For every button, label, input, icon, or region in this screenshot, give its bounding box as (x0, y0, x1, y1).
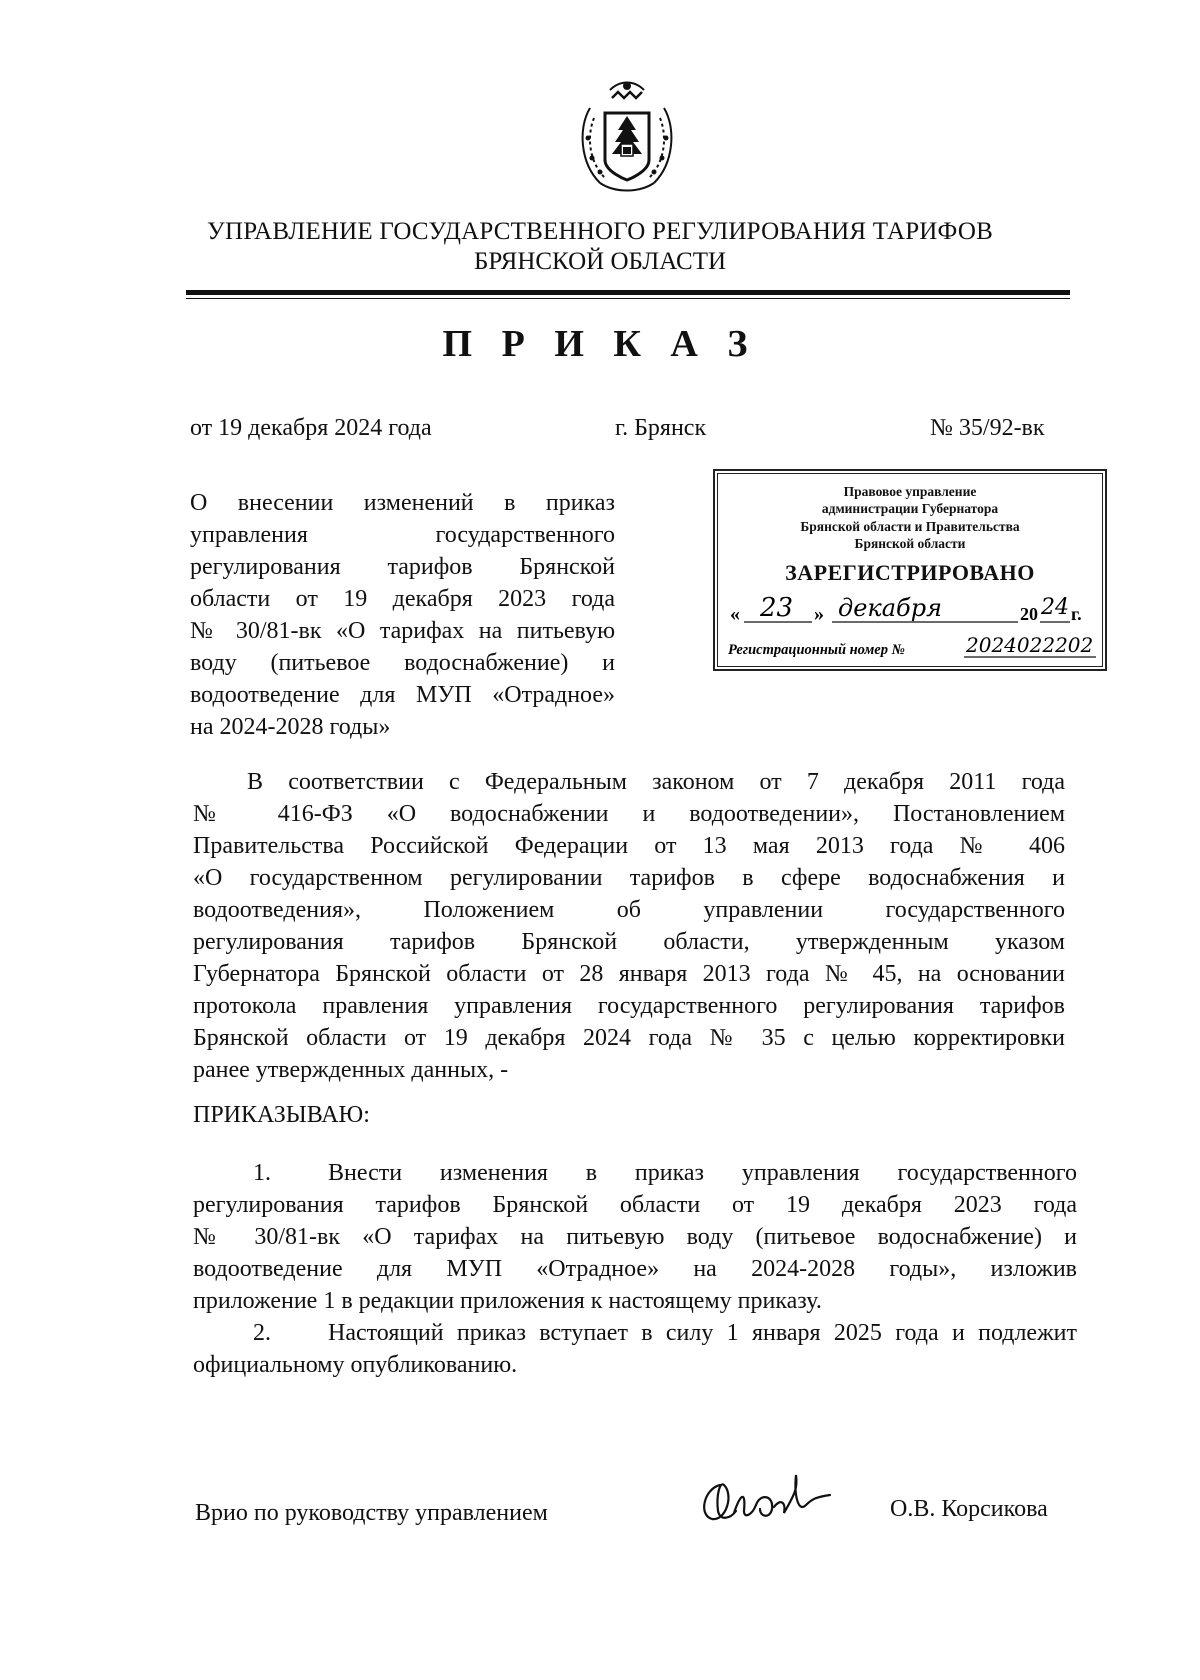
subject-line: области от 19 декабря 2023 года (190, 586, 615, 612)
preamble-paragraph (193, 766, 1065, 1086)
stamp-date-line (728, 594, 1094, 628)
subject-line: регулирования тарифов Брянской (190, 554, 615, 580)
stamp-line: Брянской области (854, 536, 966, 551)
document-number: № 35/92-вк (930, 415, 1045, 441)
document-city: г. Брянск (615, 415, 707, 441)
preamble-line: протокола правления управления государственного регулирования тарифов (193, 993, 1065, 1019)
subject-line: на 2024-2028 годы» (190, 714, 391, 740)
preamble-line: водоотведения», Положением об управлении государственного (193, 897, 1065, 923)
stamp-line: администрации Губернатора (821, 501, 999, 516)
stamp-year-prefix: 20 (1020, 604, 1038, 624)
order-item-line: регулирования тарифов Брянской области от 19 декабря 2023 года (193, 1192, 1077, 1218)
stamp-registration-number (728, 635, 1098, 661)
subject-line: водоотведение для МУП «Отрадное» (190, 682, 615, 708)
signatory-position: Врио по руководству управлением (195, 1500, 548, 1526)
stamp-year-suffix: 24 (1041, 595, 1069, 620)
order-item-1-first-line: 1. Внести изменения в приказ управления государственного (193, 1157, 1077, 1189)
item-number: 1. (253, 1160, 271, 1186)
order-item-2-first-line: 2. Настоящий приказ вступает в силу 1 января 2025 года и подлежит (193, 1317, 1077, 1349)
preamble-line: ранее утвержденных данных, - (193, 1057, 509, 1083)
subject-line: О внесении изменений в приказ (190, 490, 615, 516)
order-items (193, 1157, 1077, 1381)
document-subject (190, 487, 615, 743)
subject-line: № 30/81-вк «О тарифах на питьевую (190, 618, 615, 644)
preamble-line: В соответствии с Федеральным законом от 7 декабря 2011 года (247, 769, 1065, 795)
stamp-day: 23 (760, 594, 794, 623)
item-number: 2. (253, 1320, 271, 1346)
registration-stamp (713, 469, 1107, 671)
preamble-line: Правительства Российской Федерации от 13 мая 2013 года № 406 (193, 833, 1065, 859)
stamp-line: Брянской области и Правительства (800, 519, 1020, 534)
document-title: П Р И К А З (442, 323, 758, 365)
order-item-line: № 30/81-вк «О тарифах на питьевую воду (питьевое водоснабжение) и (193, 1224, 1077, 1250)
order-item-line: водоотведение для МУП «Отрадное» на 2024-2028 годы», изложив (193, 1256, 1077, 1282)
stamp-registered-label: ЗАРЕГИСТРИРОВАНО (785, 560, 1035, 585)
organization-name-line1: УПРАВЛЕНИЕ ГОСУДАРСТВЕННОГО РЕГУЛИРОВАНИЯ ТАРИФОВ (207, 218, 993, 245)
header-rule (186, 290, 1070, 295)
document-date: от 19 декабря 2024 года (190, 415, 432, 441)
preamble-line: «О государственном регулировании тарифов в сфере водоснабжения и (193, 865, 1065, 891)
order-keyword: ПРИКАЗЫВАЮ: (193, 1102, 370, 1128)
header-rule-thin (186, 298, 1070, 299)
order-item-line: официальному опубликованию. (193, 1352, 518, 1378)
signatory-name: О.В. Корсикова (890, 1496, 1048, 1522)
handwritten-signature (690, 1455, 850, 1535)
stamp-reg-number: 2024022202 (966, 635, 1094, 657)
organization-name-line2: БРЯНСКОЙ ОБЛАСТИ (473, 248, 727, 275)
stamp-line: Правовое управление (843, 484, 977, 499)
preamble-line: Брянской области от 19 декабря 2024 года № 35 с целью корректировки (193, 1025, 1065, 1051)
subject-line: воду (питьевое водоснабжение) и (190, 650, 615, 676)
stamp-year-end: г. (1071, 604, 1082, 624)
svg-text:»: » (814, 603, 824, 625)
order-item-line: приложение 1 в редакции приложения к настоящему приказу. (193, 1288, 822, 1314)
subject-line: управления государственного (190, 522, 615, 548)
stamp-reg-label: Регистрационный номер № (728, 642, 905, 658)
svg-text:«: « (730, 603, 740, 625)
preamble-line: № 416-ФЗ «О водоснабжении и водоотведении», Постановлением (193, 801, 1065, 827)
coat-of-arms-emblem (560, 68, 694, 202)
preamble-line: Губернатора Брянской области от 28 января 2013 года № 45, на основании (193, 961, 1065, 987)
preamble-line: регулирования тарифов Брянской области, утвержденным указом (193, 929, 1065, 955)
stamp-month: декабря (838, 594, 942, 622)
